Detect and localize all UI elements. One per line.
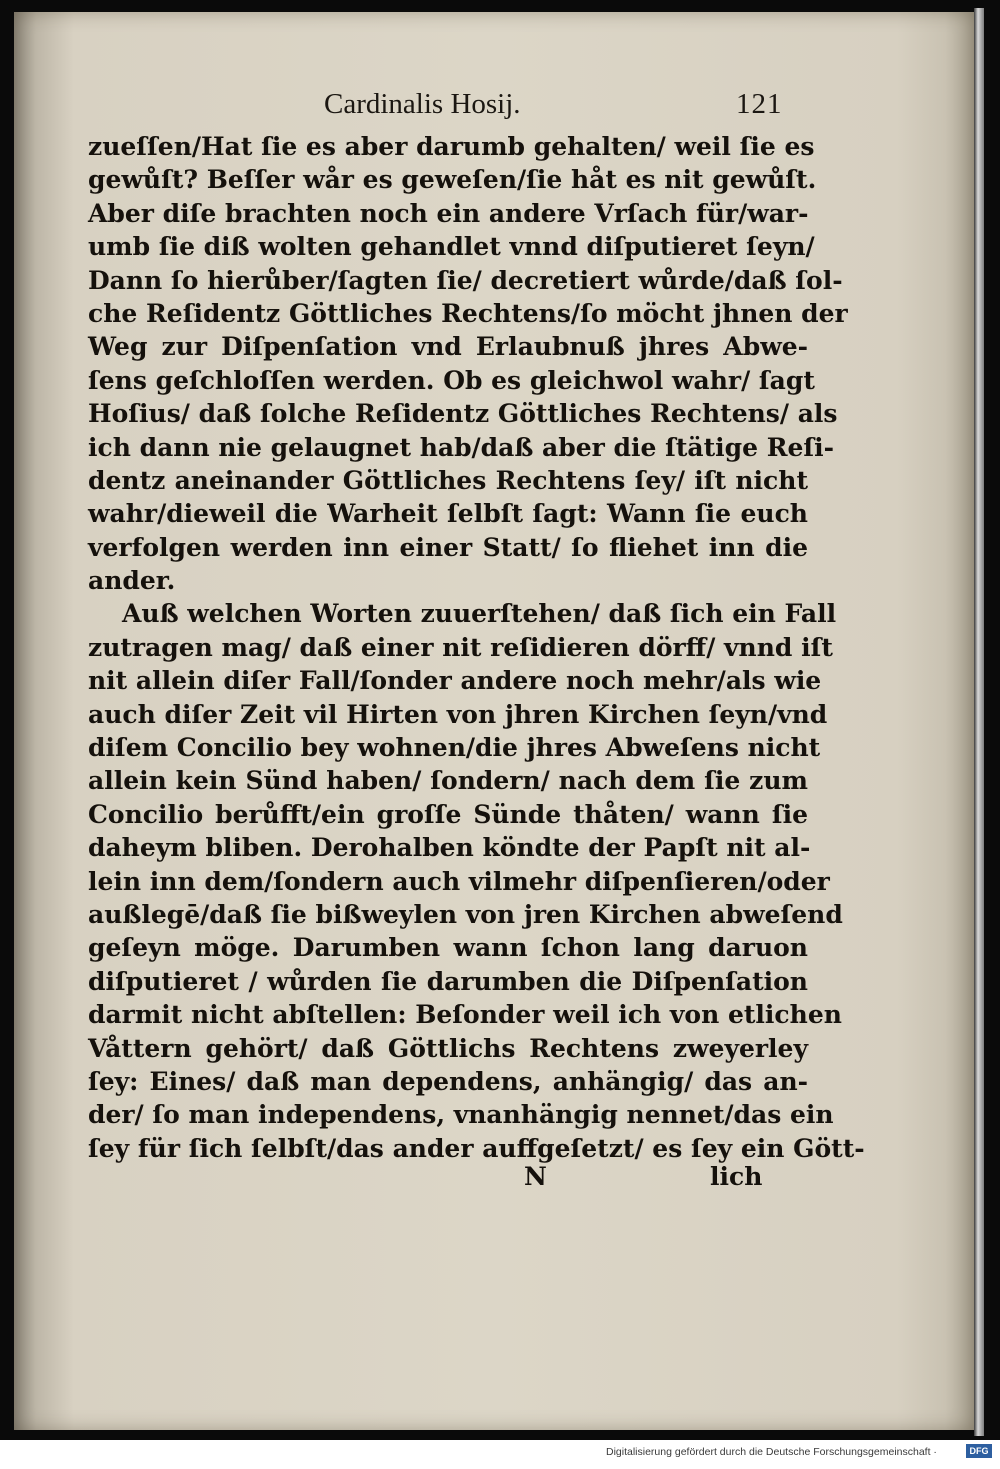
- text-line: zueſſen/Hat ſie es aber darumb gehalten/ weil ſie es: [88, 132, 815, 161]
- text-line: allein kein Sünd haben/ ſondern/ nach dem ſie zum: [88, 766, 808, 796]
- text-line: ſey für ſich ſelbſt/das ander auffgeſetzt/ es ſey ein Gött-: [88, 1133, 865, 1163]
- text-line: umb ſie diß wolten gehandlet vnnd diſputieret ſeyn/: [88, 232, 815, 262]
- text-line: Våttern gehört/ daß Göttlichs Rechtens zweyerley: [88, 1033, 808, 1063]
- text-line: ſens geſchloſſen werden. Ob es gleichwol wahr/ ſagt: [88, 365, 815, 395]
- body-text: [88, 130, 865, 1165]
- text-line: dentz aneinander Göttliches Rechtens ſey/ iſt nicht: [88, 465, 808, 495]
- text-line: che Reſidentz Göttliches Rechtens/ſo möcht jhnen der: [88, 298, 848, 328]
- text-line: diſem Concilio bey wohnen/die jhres Abweſens nicht: [88, 733, 821, 763]
- text-line: gewůſt? Beſſer wår es geweſen/ſie håt es nit gewůſt.: [88, 165, 817, 195]
- text-line: Auß welchen Worten zuuerſtehen/ daß ſich ein Fall: [122, 599, 837, 629]
- text-line: diſputieret / wůrden ſie darumben die Diſpenſation: [88, 966, 808, 996]
- text-line: Weg zur Diſpenſation vnd Erlaubnuß jhres Abwe-: [88, 332, 808, 362]
- page-edge: [974, 8, 984, 1436]
- text-line: geſeyn möge. Darumben wann ſchon lang daruon: [88, 933, 808, 963]
- text-line: ich dann nie gelaugnet hab/daß aber die ſtätige Reſi-: [88, 432, 835, 462]
- text-line: ſey: Eines/ daß man dependens, anhängig/ das an-: [88, 1066, 808, 1096]
- text-line: Dann ſo hierůber/ſagten ſie/ decretiert wůrde/daß ſol-: [88, 265, 843, 295]
- signature-mark: N: [524, 1162, 547, 1191]
- text-line: lein inn dem/ſondern auch vilmehr diſpenſieren/oder: [88, 866, 830, 896]
- text-line: Aber diſe brachten noch ein andere Vrſach für/war-: [88, 198, 809, 228]
- page-footer: [88, 1162, 808, 1196]
- catchword: lich: [710, 1162, 763, 1191]
- text-line: der/ ſo man independens, vnanhängig nennet/das ein: [88, 1100, 834, 1130]
- text-line: Hoſius/ daß ſolche Reſidentz Göttliches Rechtens/ als: [88, 399, 838, 429]
- text-line: ander.: [88, 566, 176, 596]
- text-line: Concilio berůfft/ein groſſe Sünde thåten/ wann ſie: [88, 799, 808, 829]
- text-line: verfolgen werden inn einer Statt/ ſo fliehet inn die: [88, 532, 808, 562]
- running-title: Cardinalis Hosij.: [324, 88, 521, 120]
- text-line: zutragen mag/ daß einer nit reſidieren dörff/ vnnd iſt: [88, 632, 833, 662]
- text-line: darmit nicht abſtellen: Beſonder weil ich von etlichen: [88, 1000, 842, 1030]
- text-line: außlegē/daß ſie bißweylen von jren Kirchen abweſend: [88, 899, 843, 929]
- text-line: auch diſer Zeit vil Hirten von jhren Kirchen ſeyn/vnd: [88, 699, 828, 729]
- dfg-logo: DFG: [966, 1444, 992, 1458]
- book-page: [14, 12, 974, 1430]
- page-number: 121: [736, 88, 783, 120]
- text-line: nit allein diſer Fall/ſonder andere noch mehr/als wie: [88, 666, 822, 696]
- text-line: wahr/dieweil die Warheit ſelbſt ſagt: Wann ſie euch: [88, 499, 808, 529]
- page-header: [14, 88, 974, 128]
- funding-credit: Digitalisierung gefördert durch die Deutsche Forschungsgemeinschaft ·: [606, 1446, 937, 1458]
- text-line: daheym bliben. Derohalben köndte der Papſt nit al-: [88, 833, 811, 863]
